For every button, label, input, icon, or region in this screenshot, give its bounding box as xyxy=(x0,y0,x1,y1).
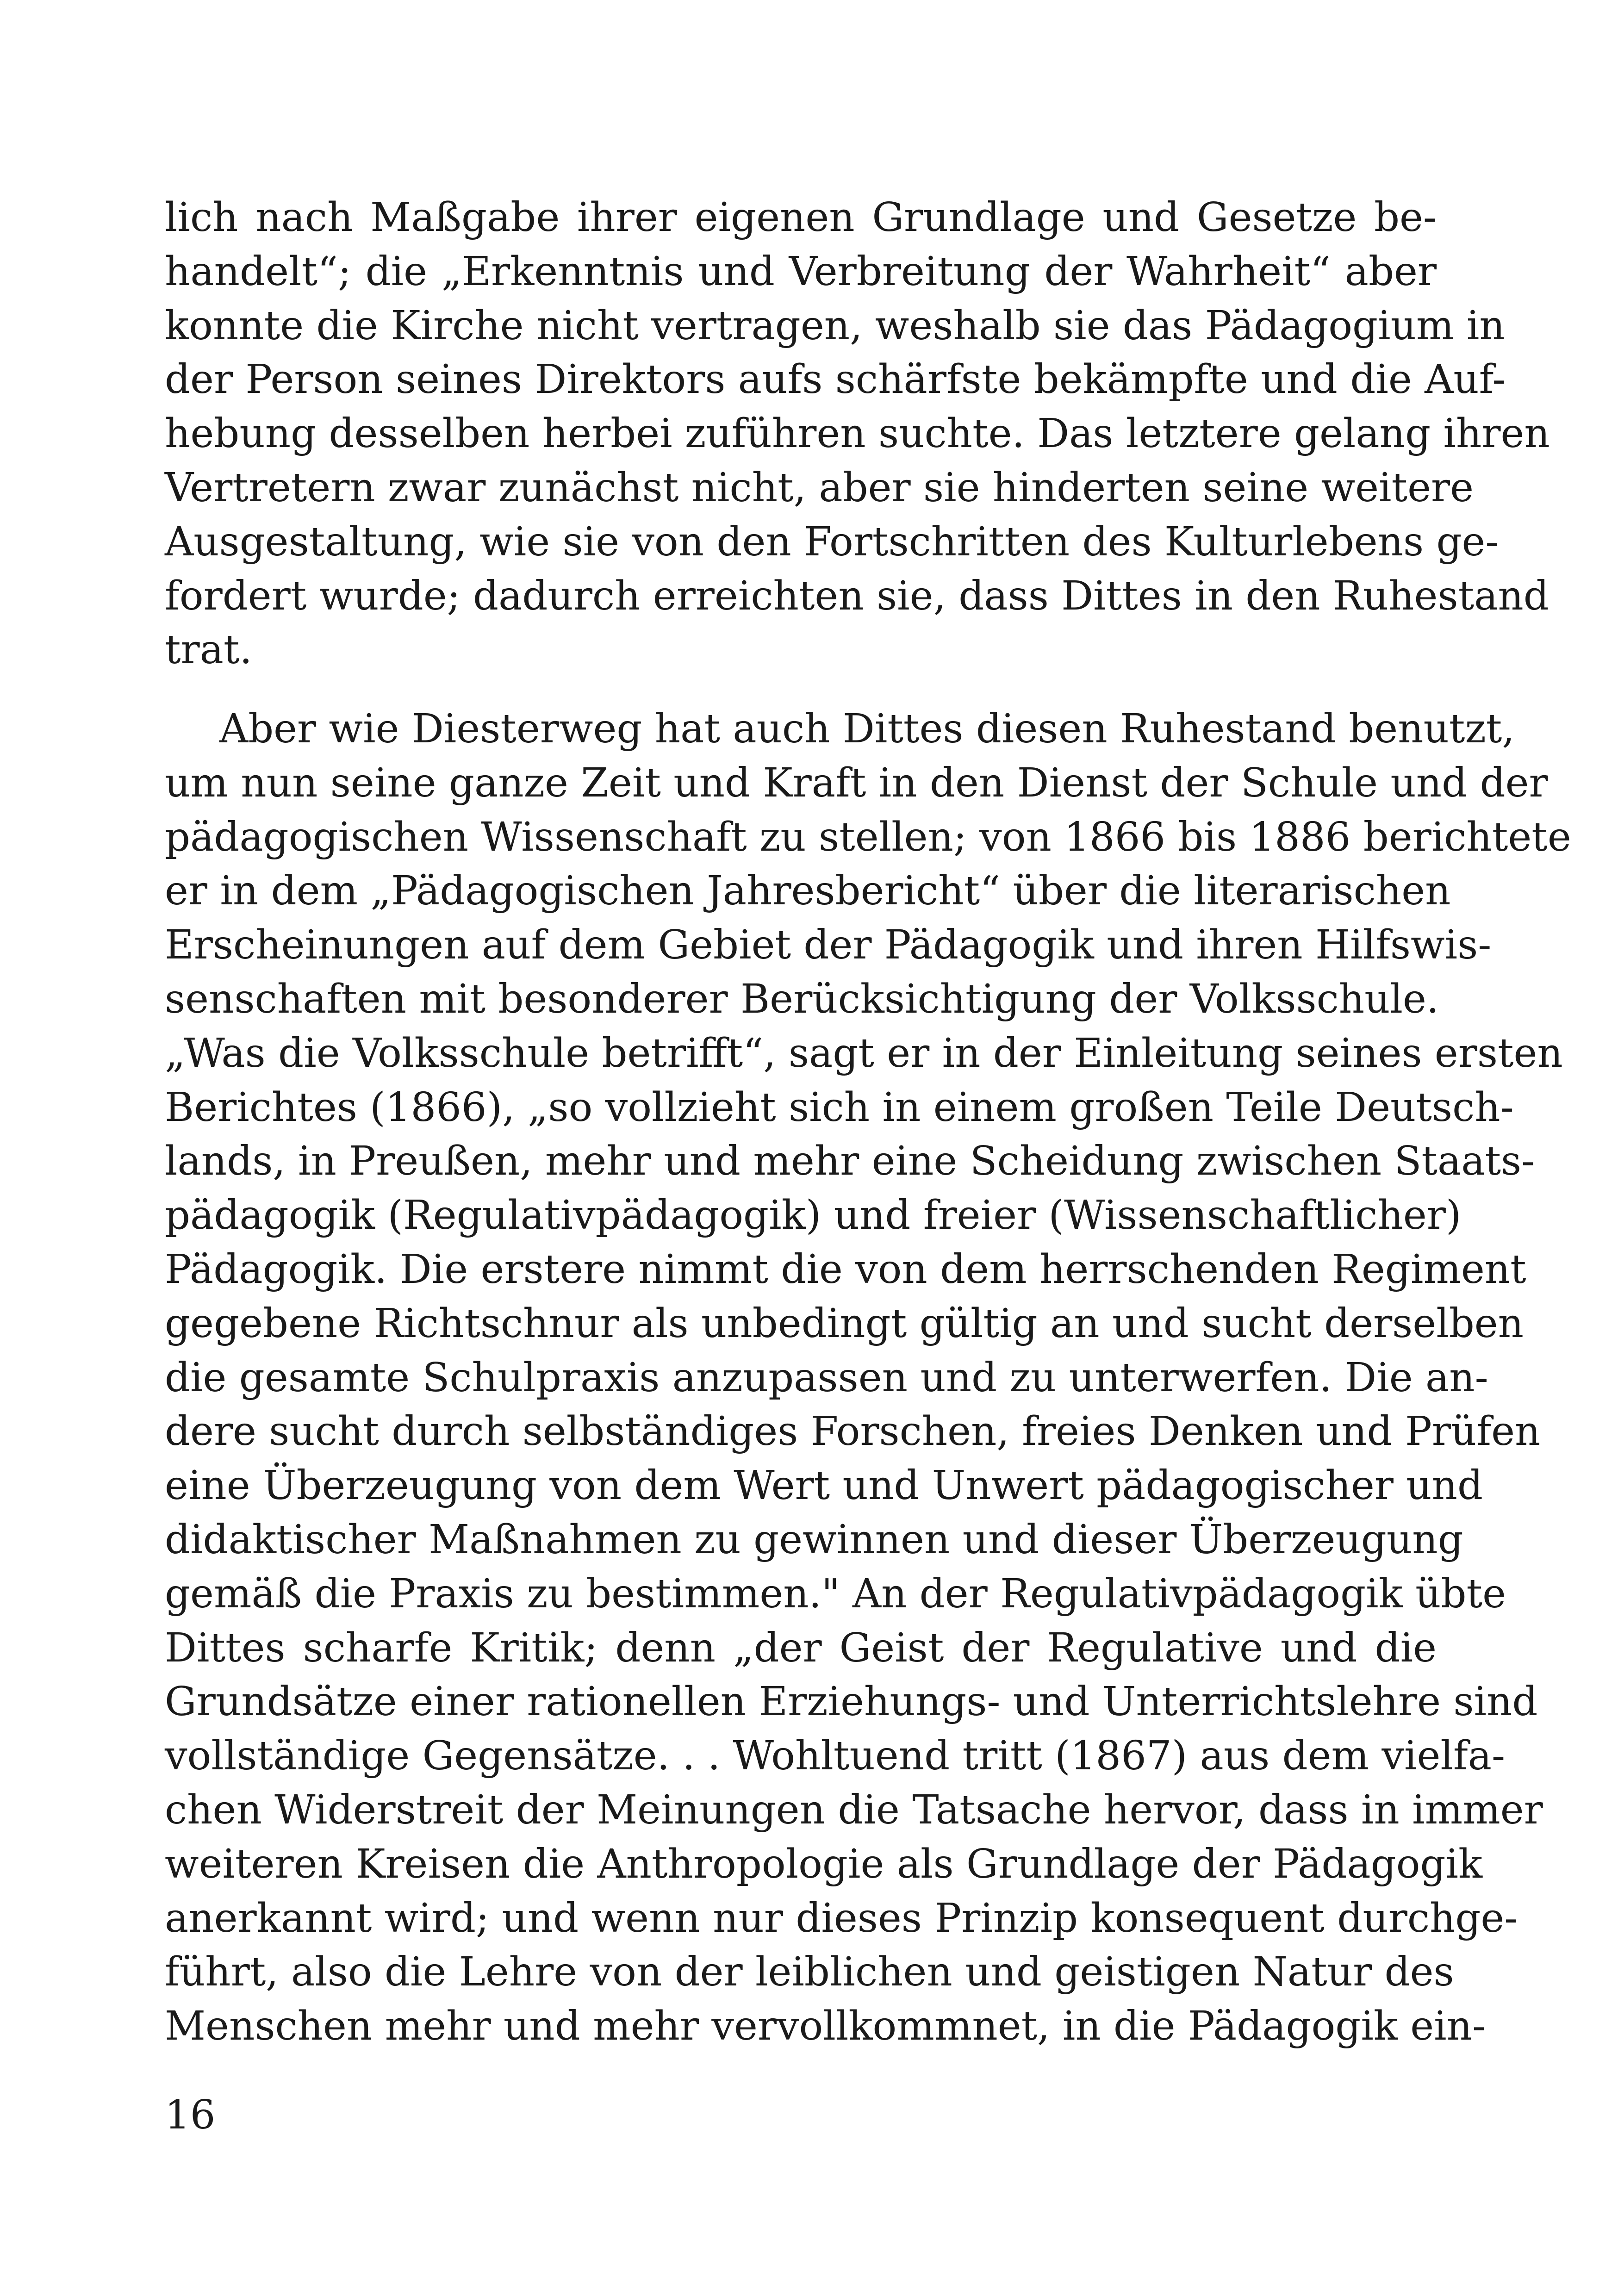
text-line: „Was die Volksschule betrifft“, sagt er in der Einleitung seines ersten xyxy=(165,1030,1563,1076)
text-line: Erscheinungen auf dem Gebiet der Pädagogik und ihren Hilfswis- xyxy=(165,922,1492,969)
text-line: gemäß die Praxis zu bestimmen." An der Regulativpädagogik übte xyxy=(165,1570,1506,1617)
text-line: Menschen mehr und mehr vervollkommnet, in die Pädagogik ein- xyxy=(165,2003,1486,2050)
text-line: um nun seine ganze Zeit und Kraft in den Dienst der Schule und der xyxy=(165,759,1548,806)
text-line: führt, also die Lehre von der leiblichen und geistigen Natur des xyxy=(165,1949,1454,1996)
text-line: Vertretern zwar zunächst nicht, aber sie hinderten seine weitere xyxy=(165,464,1474,511)
text-line: chen Widerstreit der Meinungen die Tatsache hervor, dass in immer xyxy=(165,1786,1543,1833)
text-line: gegebene Richtschnur als unbedingt gültig an und sucht derselben xyxy=(165,1300,1524,1347)
text-line: der Person seines Direktors aufs schärfste bekämpfte und die Auf- xyxy=(165,356,1506,403)
text-line: die gesamte Schulpraxis anzupassen und zu unterwerfen. Die an- xyxy=(165,1354,1488,1401)
text-line: trat. xyxy=(165,627,252,673)
paragraph-2 xyxy=(165,702,1571,2053)
text-line: konnte die Kirche nicht vertragen, weshalb sie das Pädagogium in xyxy=(165,302,1505,349)
text-line: Dittes scharfe Kritik; denn „der Geist der Regulative und die xyxy=(165,1624,1437,1671)
text-line: Berichtes (1866), „so vollzieht sich in einem großen Teile Deutsch- xyxy=(165,1084,1514,1131)
text-line: handelt“; die „Erkenntnis und Verbreitung der Wahrheit“ aber xyxy=(165,248,1437,295)
text-line: hebung desselben herbei zuführen suchte. Das letztere gelang ihren xyxy=(165,411,1550,457)
text-line: eine Überzeugung von dem Wert und Unwert pädagogischer und xyxy=(165,1462,1483,1509)
text-line: Pädagogik. Die erstere nimmt die von dem herrschenden Regiment xyxy=(165,1246,1526,1293)
text-line: lich nach Maßgabe ihrer eigenen Grundlage und Gesetze be- xyxy=(165,194,1437,241)
text-line: Aber wie Diesterweg hat auch Dittes diesen Ruhestand benutzt, xyxy=(219,706,1515,752)
paragraph-1 xyxy=(165,191,1550,677)
text-line: fordert wurde; dadurch erreichten sie, dass Dittes in den Ruhestand xyxy=(165,572,1549,619)
text-line: pädagogischen Wissenschaft zu stellen; von 1866 bis 1886 berichtete xyxy=(165,814,1571,860)
text-line: er in dem „Pädagogischen Jahresbericht“ über die literarischen xyxy=(165,868,1451,915)
text-line: didaktischer Maßnahmen zu gewinnen und dieser Überzeugung xyxy=(165,1516,1463,1563)
text-line: Grundsätze einer rationellen Erziehungs- und Unterrichtslehre sind xyxy=(165,1679,1538,1725)
text-line: dere sucht durch selbständiges Forschen, freies Denken und Prüfen xyxy=(165,1408,1541,1455)
page-number: 16 xyxy=(165,2092,216,2138)
text-line: pädagogik (Regulativpädagogik) und freier (Wissenschaftlicher) xyxy=(165,1192,1462,1239)
text-line: lands, in Preußen, mehr und mehr eine Scheidung zwischen Staats- xyxy=(165,1138,1535,1185)
text-line: Ausgestaltung, wie sie von den Fortschritten des Kulturlebens ge- xyxy=(165,518,1499,565)
text-line: senschaften mit besonderer Berücksichtigung der Volksschule. xyxy=(165,976,1439,1022)
text-line: anerkannt wird; und wenn nur dieses Prinzip konsequent durchge- xyxy=(165,1895,1518,1941)
text-line: weiteren Kreisen die Anthropologie als Grundlage der Pädagogik xyxy=(165,1841,1483,1887)
text-line: vollständige Gegensätze. . . Wohltuend tritt (1867) aus dem vielfa- xyxy=(165,1733,1506,1780)
